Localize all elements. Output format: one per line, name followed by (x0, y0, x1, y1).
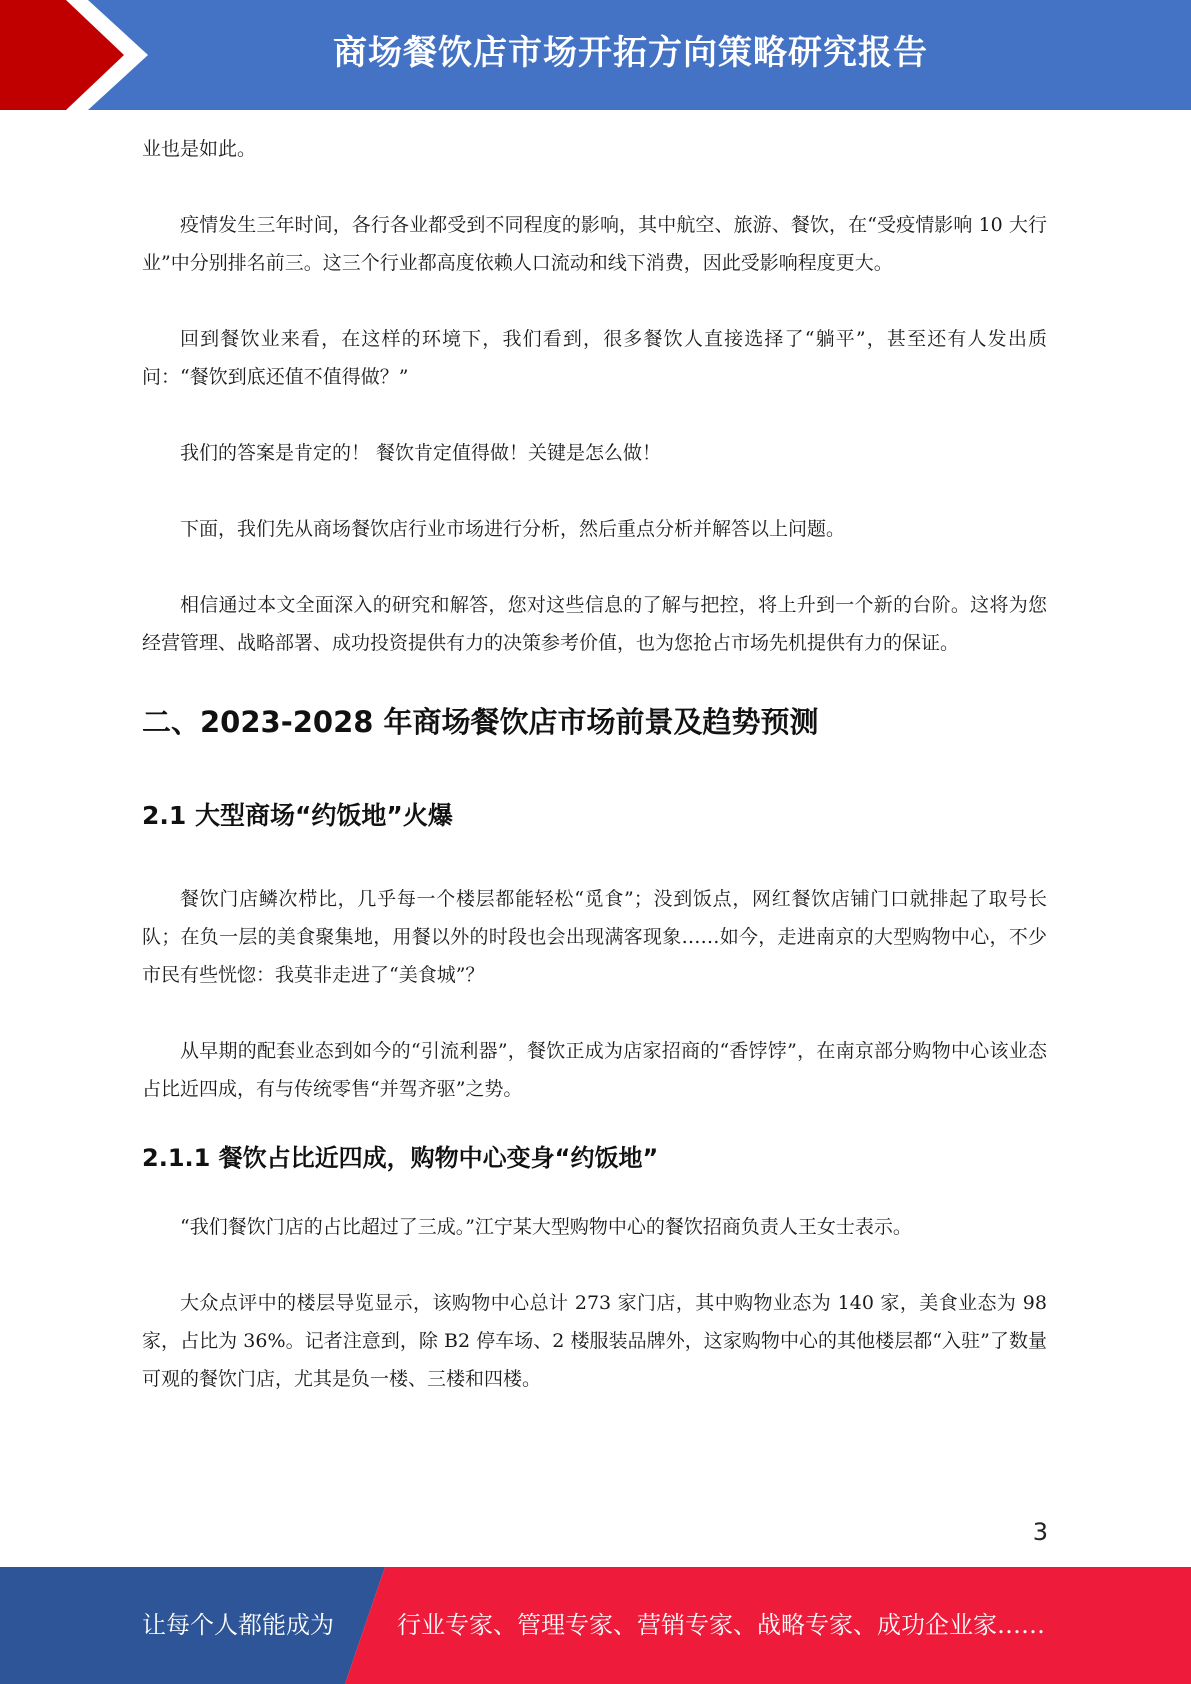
paragraph: 下面，我们先从商场餐饮店行业市场进行分析，然后重点分析并解答以上问题。 (180, 518, 846, 540)
paragraph: 疫情发生三年时间，各行各业都受到不同程度的影响，其中航空、旅游、餐饮，在“受疫情影响 10 大行业”中分别排名前三。这三个行业都高度依赖人口流动和线下消费，因此受影响程度更大。 (142, 214, 1047, 274)
paragraph: 业也是如此。 (142, 138, 257, 160)
paragraph: 从早期的配套业态到如今的“引流利器”，餐饮正成为店家招商的“香饽饽”，在南京部分购物中心该业态占比近四成，有与传统零售“并驾齐驱”之势。 (142, 1040, 1047, 1100)
footer-slogan-right: 行业专家、管理专家、营销专家、战略专家、成功企业家…… (397, 1611, 1045, 1639)
report-title: 商场餐饮店市场开拓方向策略研究报告 (333, 33, 928, 73)
page-content (142, 130, 1047, 1436)
section-heading: 二、2023-2028 年商场餐饮店市场前景及趋势预测 (142, 705, 819, 739)
paragraph: 大众点评中的楼层导览显示，该购物中心总计 273 家门店，其中购物业态为 140 家，美食业态为 98 家，占比为 36%。记者注意到，除 B2 停车场、2 楼服装品牌外，这家购物中心的其他楼层都“入驻”了数量可观的餐饮门店，尤其是负一楼、三楼和四楼。 (142, 1292, 1047, 1390)
page-header (0, 0, 1191, 110)
subsubsection-heading: 2.1.1 餐饮占比近四成，购物中心变身“约饭地” (142, 1144, 659, 1172)
paragraph: 相信通过本文全面深入的研究和解答，您对这些信息的了解与把控，将上升到一个新的台阶。这将为您经营管理、战略部署、成功投资提供有力的决策参考价值，也为您抢占市场先机提供有力的保证。 (142, 594, 1047, 654)
paragraph: “我们餐饮门店的占比超过了三成。”江宁某大型购物中心的餐饮招商负责人王女士表示。 (180, 1216, 912, 1238)
page-footer (0, 1567, 1191, 1684)
subsection-heading: 2.1 大型商场“约饭地”火爆 (142, 801, 453, 830)
paragraph: 回到餐饮业来看，在这样的环境下，我们看到，很多餐饮人直接选择了“躺平”，甚至还有人发出质问：“餐饮到底还值不值得做？” (142, 328, 1047, 388)
page-number: 3 (1032, 1518, 1048, 1546)
paragraph: 餐饮门店鳞次栉比，几乎每一个楼层都能轻松“觅食”；没到饭点，网红餐饮店铺门口就排起了取号长队；在负一层的美食聚集地，用餐以外的时段也会出现满客现象……如今，走进南京的大型购物中心，不少市民有些恍惚：我莫非走进了“美食城”？ (142, 888, 1047, 986)
paragraph: 我们的答案是肯定的！ 餐饮肯定值得做！关键是怎么做！ (180, 442, 662, 464)
footer-slogan-left: 让每个人都能成为 (142, 1611, 334, 1639)
